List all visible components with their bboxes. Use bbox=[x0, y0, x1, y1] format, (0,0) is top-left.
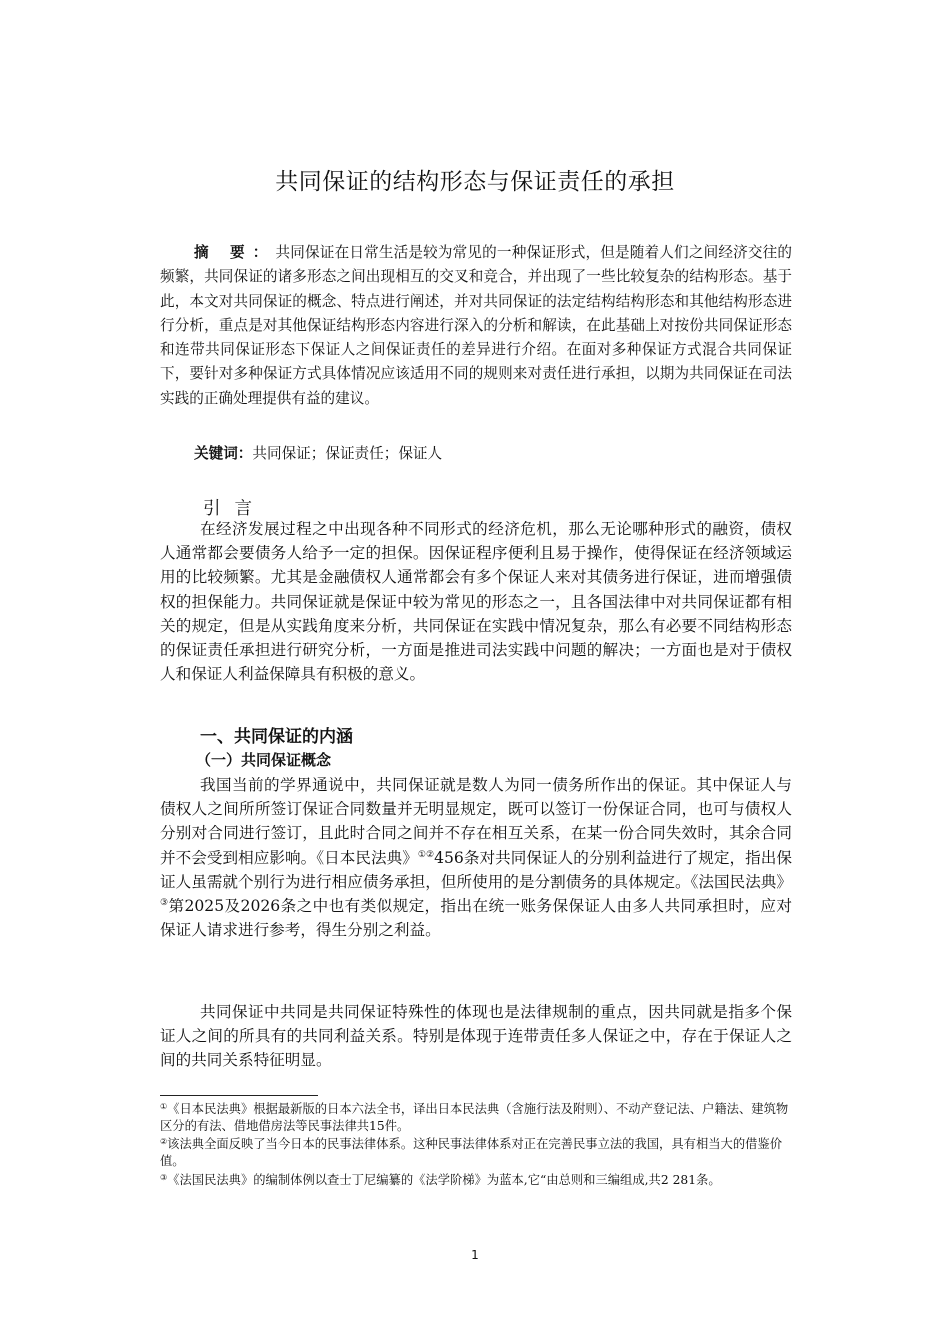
section-heading-1: 一、共同保证的内涵 bbox=[200, 727, 353, 747]
footnote-text: 《日本民法典》根据最新版的日本六法全书，译出日本民法典（含施行法及附则）、不动产登记法、户籍法、建筑物区分的有法、借地借房法等民事法律共15件。 bbox=[160, 1102, 789, 1133]
keywords-label: 关键词： bbox=[194, 445, 253, 462]
abstract-paragraph bbox=[160, 241, 792, 411]
page-number: 1 bbox=[471, 1248, 479, 1262]
abstract-text: 共同保证在日常生活是较为常见的一种保证形式，但是随着人们之间经济交往的频繁，共同保证的诸多形态之间出现相互的交叉和竞合，并出现了一些比较复杂的结构形态。基于此，本文对共同保证的概念、特点进行阐述，并对共同保证的法定结构结构形态和其他结构形态进行分析，重点是对其他保证结构形态内容进行深入的分析和解读，在此基础上对按份共同保证形态和连带共同保证形态下保证人之间保证责任的差异进行介绍。在面对多种保证方式混合共同保证下，要针对多种保证方式具体情况应该适用不同的规则来对责任进行承担，以期为共同保证在司法实践的正确处理提供有益的建议。 bbox=[160, 244, 792, 407]
footnote-text: 《法国民法典》的编制体例以查士丁尼编纂的《法学阶梯》为蓝本,它“由总则和三编组成,共2 281条。 bbox=[167, 1173, 721, 1187]
footnote-1 bbox=[160, 1101, 800, 1134]
footnote-3 bbox=[160, 1172, 800, 1189]
intro-heading: 引言 bbox=[203, 499, 266, 519]
footnote-mark: ③ bbox=[160, 1173, 168, 1182]
document-title: 共同保证的结构形态与保证责任的承担 bbox=[275, 169, 675, 196]
concept-text-part2: 456条对共同保证人的分别利益进行了规定，指出保证人虽需就个别行为进行相应债务承担，但所使用的是分割债务的具体规定。《法国民法典》 bbox=[160, 848, 792, 891]
keywords-line bbox=[194, 443, 442, 465]
footnote-text: 该法典全面反映了当今日本的民事法律体系。这种民事法律体系对正在完善民事立法的我国，具有相当大的借鉴价值。 bbox=[160, 1137, 783, 1168]
footnote-ref-1-2: ①② bbox=[417, 849, 435, 860]
subsection-heading-1: （一）共同保证概念 bbox=[196, 751, 332, 769]
footnote-mark: ① bbox=[160, 1102, 168, 1111]
abstract-label: 摘 要： bbox=[194, 244, 276, 261]
footnote-separator bbox=[160, 1095, 318, 1096]
footnote-ref-3: ③ bbox=[160, 898, 169, 909]
keywords-text: 共同保证；保证责任；保证人 bbox=[252, 445, 443, 462]
concept-text-part1: 我国当前的学界通说中，共同保证就是数人为同一债务所作出的保证。其中保证人与债权人之间所所签订保证合同数量并无明显规定，既可以签订一份保证合同，也可与债权人分别对合同进行签订，且此时合同之间并不存在相互关系，在某一份合同失效时，其余合同并不会受到相应影响。《日本民法典》 bbox=[160, 776, 792, 867]
footnote-2 bbox=[160, 1136, 800, 1169]
intro-paragraph: 在经济发展过程之中出现各种不同形式的经济危机，那么无论哪种形式的融资，债权人通常都会要债务人给予一定的担保。因保证程序便利且易于操作，使得保证在经济领域运用的比较频繁。尤其是金融债权人通常都会有多个保证人来对其债务进行保证，进而增强债权的担保能力。共同保证就是保证中较为常见的形态之一，且各国法律中对共同保证都有相关的规定，但是从实践角度来分析，共同保证在实践中情况复杂，那么有必要不同结构形态的保证责任承担进行研究分析，一方面是推进司法实践中问题的解决；一方面也是对于债权人和保证人利益保障具有积极的意义。 bbox=[160, 520, 792, 684]
concept-text-part3: 第2025及2026条之中也有类似规定，指出在统一账务保保证人由多人共同承担时，应对保证人请求进行参考，得生分别之利益。 bbox=[160, 897, 792, 940]
common-interest-paragraph: 共同保证中共同是共同保证特殊性的体现也是法律规制的重点，因共同就是指多个保证人之间的所具有的共同利益关系。特别是体现于连带责任多人保证之中，存在于保证人之间的共同关系特征明显。 bbox=[160, 1003, 792, 1070]
concept-paragraph bbox=[160, 773, 792, 942]
footnote-mark: ② bbox=[160, 1137, 168, 1146]
